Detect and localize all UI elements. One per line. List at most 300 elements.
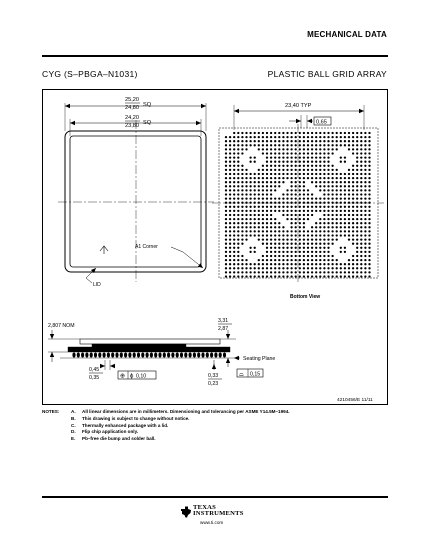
- solder-ball: [229, 275, 231, 277]
- solder-ball: [241, 267, 243, 269]
- solder-ball: [323, 148, 325, 150]
- solder-ball: [278, 238, 280, 240]
- solder-ball: [368, 156, 370, 158]
- solder-ball: [225, 238, 227, 240]
- solder-ball: [249, 275, 251, 277]
- solder-ball: [336, 132, 338, 134]
- solder-ball: [323, 222, 325, 224]
- solder-ball: [344, 206, 346, 208]
- solder-ball: [225, 251, 227, 253]
- ti-url[interactable]: www.ti.com: [200, 520, 224, 525]
- solder-ball: [254, 218, 256, 220]
- solder-ball: [315, 152, 317, 154]
- drawing-number: 4210456/E 11/11: [337, 398, 373, 403]
- solder-ball: [299, 181, 301, 183]
- solder-ball: [336, 181, 338, 183]
- solder-ball: [254, 230, 256, 232]
- solder-ball: [368, 238, 370, 240]
- solder-ball: [258, 144, 260, 146]
- solder-ball: [360, 210, 362, 212]
- side-solder-ball: [111, 352, 114, 357]
- solder-ball: [319, 136, 321, 138]
- solder-ball: [237, 226, 239, 228]
- solder-ball: [295, 169, 297, 171]
- solder-ball: [282, 173, 284, 175]
- solder-ball: [319, 230, 321, 232]
- solder-ball: [311, 206, 313, 208]
- solder-ball: [319, 197, 321, 199]
- solder-ball: [327, 177, 329, 179]
- solder-ball: [245, 275, 247, 277]
- solder-ball: [303, 255, 305, 257]
- note-text: Thermally enhanced package with a lid.: [82, 422, 169, 428]
- solder-ball: [344, 136, 346, 138]
- side-solder-ball: [128, 352, 131, 357]
- solder-ball: [364, 140, 366, 142]
- solder-ball: [315, 136, 317, 138]
- solder-ball: [352, 181, 354, 183]
- solder-ball: [229, 267, 231, 269]
- solder-ball: [233, 193, 235, 195]
- solder-ball: [295, 152, 297, 154]
- solder-ball: [233, 181, 235, 183]
- solder-ball: [233, 132, 235, 134]
- solder-ball: [319, 202, 321, 204]
- solder-ball: [352, 234, 354, 236]
- solder-ball: [249, 140, 251, 142]
- solder-ball: [270, 144, 272, 146]
- solder-ball: [315, 210, 317, 212]
- solder-ball: [340, 181, 342, 183]
- solder-ball: [352, 169, 354, 171]
- solder-ball: [229, 136, 231, 138]
- solder-ball: [282, 247, 284, 249]
- solder-ball: [352, 206, 354, 208]
- solder-ball: [299, 197, 301, 199]
- side-solder-ball: [193, 352, 196, 357]
- solder-ball: [299, 218, 301, 220]
- solder-ball: [274, 255, 276, 257]
- side-solder-ball: [103, 352, 106, 357]
- solder-ball: [286, 197, 288, 199]
- solder-ball: [307, 132, 309, 134]
- solder-ball: [274, 238, 276, 240]
- solder-ball: [262, 206, 264, 208]
- solder-ball: [270, 259, 272, 261]
- solder-ball: [327, 275, 329, 277]
- solder-ball: [274, 197, 276, 199]
- solder-ball: [315, 263, 317, 265]
- solder-ball: [331, 234, 333, 236]
- solder-ball: [352, 165, 354, 167]
- solder-ball: [229, 165, 231, 167]
- solder-ball: [278, 156, 280, 158]
- solder-ball: [356, 132, 358, 134]
- solder-ball: [225, 214, 227, 216]
- solder-ball: [241, 132, 243, 134]
- solder-ball: [266, 177, 268, 179]
- solder-ball: [307, 218, 309, 220]
- solder-ball: [340, 275, 342, 277]
- solder-ball: [233, 177, 235, 179]
- solder-ball: [241, 255, 243, 257]
- solder-ball: [348, 206, 350, 208]
- solder-ball: [266, 181, 268, 183]
- package-outline: [65, 131, 206, 272]
- solder-ball: [364, 193, 366, 195]
- solder-ball: [356, 161, 358, 163]
- solder-ball: [245, 263, 247, 265]
- solder-ball: [237, 275, 239, 277]
- solder-ball: [352, 152, 354, 154]
- solder-ball: [340, 177, 342, 179]
- solder-ball: [233, 234, 235, 236]
- solder-ball: [336, 259, 338, 261]
- solder-ball: [315, 132, 317, 134]
- solder-ball: [245, 169, 247, 171]
- solder-ball: [307, 189, 309, 191]
- solder-ball: [254, 136, 256, 138]
- solder-ball: [241, 222, 243, 224]
- solder-ball: [303, 226, 305, 228]
- solder-ball: [254, 234, 256, 236]
- solder-ball: [360, 148, 362, 150]
- solder-ball: [336, 206, 338, 208]
- solder-ball: [331, 263, 333, 265]
- solder-ball: [237, 161, 239, 163]
- solder-ball: [278, 148, 280, 150]
- solder-ball: [299, 185, 301, 187]
- solder-ball: [274, 185, 276, 187]
- solder-ball: [266, 259, 268, 261]
- solder-ball: [344, 193, 346, 195]
- solder-ball: [340, 234, 342, 236]
- solder-ball: [307, 193, 309, 195]
- solder-ball: [270, 202, 272, 204]
- solder-ball: [303, 263, 305, 265]
- position-tol-label: 0,10: [136, 373, 147, 380]
- solder-ball: [241, 263, 243, 265]
- solder-ball: [241, 275, 243, 277]
- solder-ball: [295, 210, 297, 212]
- solder-ball: [299, 238, 301, 240]
- solder-ball: [344, 185, 346, 187]
- solder-ball: [315, 173, 317, 175]
- solder-ball: [270, 161, 272, 163]
- section-title: MECHANICAL DATA: [307, 30, 387, 39]
- solder-ball: [225, 193, 227, 195]
- solder-ball: [290, 222, 292, 224]
- solder-ball: [360, 169, 362, 171]
- solder-ball: [290, 156, 292, 158]
- solder-ball: [352, 136, 354, 138]
- solder-ball: [241, 140, 243, 142]
- solder-ball: [303, 177, 305, 179]
- solder-ball: [368, 206, 370, 208]
- solder-ball: [331, 202, 333, 204]
- solder-ball: [327, 206, 329, 208]
- solder-ball: [348, 140, 350, 142]
- solder-ball: [262, 136, 264, 138]
- solder-ball: [237, 247, 239, 249]
- solder-ball: [229, 202, 231, 204]
- solder-ball: [233, 247, 235, 249]
- solder-ball: [278, 165, 280, 167]
- solder-ball: [303, 197, 305, 199]
- side-solder-ball: [223, 352, 226, 357]
- solder-ball: [241, 206, 243, 208]
- solder-ball: [315, 251, 317, 253]
- solder-ball: [336, 222, 338, 224]
- solder-ball: [237, 243, 239, 245]
- solder-ball: [266, 193, 268, 195]
- solder-ball: [303, 210, 305, 212]
- solder-ball: [352, 193, 354, 195]
- solder-ball: [254, 271, 256, 273]
- solder-ball: [360, 226, 362, 228]
- solder-ball: [270, 214, 272, 216]
- solder-ball: [364, 177, 366, 179]
- solder-ball: [340, 271, 342, 273]
- solder-ball: [364, 275, 366, 277]
- solder-ball: [331, 267, 333, 269]
- solder-ball: [295, 165, 297, 167]
- solder-ball: [290, 243, 292, 245]
- solder-ball: [352, 263, 354, 265]
- solder-ball: [237, 156, 239, 158]
- solder-ball: [360, 234, 362, 236]
- package-designator: CYG (S–PBGA–N1031): [42, 69, 138, 79]
- solder-ball: [270, 247, 272, 249]
- solder-ball: [323, 263, 325, 265]
- solder-ball: [356, 169, 358, 171]
- solder-ball: [348, 193, 350, 195]
- solder-ball: [331, 148, 333, 150]
- solder-ball: [286, 243, 288, 245]
- side-solder-ball: [184, 352, 187, 357]
- solder-ball: [348, 202, 350, 204]
- solder-ball: [360, 161, 362, 163]
- solder-ball: [368, 140, 370, 142]
- solder-ball: [303, 165, 305, 167]
- solder-ball: [327, 218, 329, 220]
- solder-ball: [233, 144, 235, 146]
- solder-ball: [254, 140, 256, 142]
- solder-ball: [368, 263, 370, 265]
- solder-ball: [254, 247, 256, 249]
- solder-ball: [368, 255, 370, 257]
- solder-ball: [266, 173, 268, 175]
- solder-ball: [282, 263, 284, 265]
- solder-ball: [303, 193, 305, 195]
- solder-ball: [327, 181, 329, 183]
- solder-ball: [368, 230, 370, 232]
- notes-label: NOTES:: [42, 409, 60, 414]
- solder-ball: [290, 210, 292, 212]
- solder-ball: [319, 255, 321, 257]
- solder-ball: [286, 189, 288, 191]
- note-text: All linear dimensions are in millimeters. Dimensioning and tolerancing per ASME Y14.5M–1994.: [82, 409, 290, 414]
- side-solder-ball: [98, 352, 101, 357]
- solder-ball: [348, 177, 350, 179]
- solder-ball: [364, 271, 366, 273]
- solder-ball: [278, 177, 280, 179]
- solder-ball: [356, 185, 358, 187]
- solder-ball: [286, 152, 288, 154]
- solder-ball: [233, 206, 235, 208]
- solder-ball: [262, 181, 264, 183]
- solder-ball: [319, 259, 321, 261]
- solder-ball: [295, 251, 297, 253]
- solder-ball: [249, 267, 251, 269]
- solder-ball: [229, 210, 231, 212]
- solder-ball: [295, 136, 297, 138]
- solder-ball: [307, 152, 309, 154]
- solder-ball: [299, 189, 301, 191]
- side-solder-ball: [154, 352, 157, 357]
- solder-ball: [241, 271, 243, 273]
- solder-ball: [352, 230, 354, 232]
- solder-ball: [368, 132, 370, 134]
- solder-ball: [237, 230, 239, 232]
- solder-ball: [270, 267, 272, 269]
- solder-ball: [290, 144, 292, 146]
- solder-ball: [303, 218, 305, 220]
- solder-ball: [360, 177, 362, 179]
- solder-ball: [356, 173, 358, 175]
- solder-ball: [241, 189, 243, 191]
- solder-ball: [229, 226, 231, 228]
- solder-ball: [237, 132, 239, 134]
- solder-ball: [315, 206, 317, 208]
- solder-ball: [307, 140, 309, 142]
- solder-ball: [307, 210, 309, 212]
- solder-ball: [241, 148, 243, 150]
- solder-ball: [360, 214, 362, 216]
- solder-ball: [315, 177, 317, 179]
- solder-ball: [315, 222, 317, 224]
- solder-ball: [237, 218, 239, 220]
- solder-ball: [258, 202, 260, 204]
- solder-ball: [249, 230, 251, 232]
- solder-ball: [352, 210, 354, 212]
- solder-ball: [290, 193, 292, 195]
- solder-ball: [336, 238, 338, 240]
- solder-ball: [303, 185, 305, 187]
- solder-ball: [286, 247, 288, 249]
- solder-ball: [360, 197, 362, 199]
- solder-ball: [254, 267, 256, 269]
- solder-ball: [364, 197, 366, 199]
- solder-ball: [262, 263, 264, 265]
- solder-ball: [348, 275, 350, 277]
- solder-ball: [225, 230, 227, 232]
- solder-ball: [286, 271, 288, 273]
- solder-ball: [225, 218, 227, 220]
- solder-ball: [295, 132, 297, 134]
- solder-ball: [327, 136, 329, 138]
- solder-ball: [282, 181, 284, 183]
- solder-ball: [364, 267, 366, 269]
- solder-ball: [340, 263, 342, 265]
- solder-ball: [278, 181, 280, 183]
- solder-ball: [336, 218, 338, 220]
- solder-ball: [323, 185, 325, 187]
- solder-ball: [315, 144, 317, 146]
- solder-ball: [266, 148, 268, 150]
- solder-ball: [266, 255, 268, 257]
- solder-ball: [249, 193, 251, 195]
- solder-ball: [303, 173, 305, 175]
- solder-ball: [303, 161, 305, 163]
- solder-ball: [299, 202, 301, 204]
- solder-ball: [299, 173, 301, 175]
- solder-ball: [327, 173, 329, 175]
- solder-ball: [278, 230, 280, 232]
- solder-ball: [225, 243, 227, 245]
- solder-ball: [360, 202, 362, 204]
- solder-ball: [331, 177, 333, 179]
- solder-ball: [356, 271, 358, 273]
- solder-ball: [229, 173, 231, 175]
- solder-ball: [331, 193, 333, 195]
- solder-ball: [323, 144, 325, 146]
- solder-ball: [344, 202, 346, 204]
- solder-ball: [237, 169, 239, 171]
- solder-ball: [364, 185, 366, 187]
- solder-ball: [258, 189, 260, 191]
- solder-ball: [241, 177, 243, 179]
- solder-ball: [241, 152, 243, 154]
- solder-ball: [225, 136, 227, 138]
- solder-ball: [295, 177, 297, 179]
- solder-ball: [274, 152, 276, 154]
- diameter-symbol: ϕ: [130, 373, 134, 380]
- solder-ball: [319, 144, 321, 146]
- solder-ball: [270, 197, 272, 199]
- solder-ball: [225, 210, 227, 212]
- side-solder-ball: [150, 352, 153, 357]
- solder-ball: [299, 132, 301, 134]
- solder-ball: [270, 263, 272, 265]
- solder-ball: [229, 193, 231, 195]
- solder-ball: [258, 271, 260, 273]
- solder-ball: [254, 173, 256, 175]
- solder-ball: [262, 152, 264, 154]
- solder-ball: [336, 169, 338, 171]
- solder-ball: [368, 251, 370, 253]
- solder-ball: [299, 152, 301, 154]
- solder-ball: [311, 271, 313, 273]
- solder-ball: [299, 161, 301, 163]
- solder-ball: [270, 238, 272, 240]
- solder-ball: [245, 230, 247, 232]
- solder-ball: [336, 189, 338, 191]
- solder-ball: [368, 222, 370, 224]
- solder-ball: [364, 144, 366, 146]
- solder-ball: [356, 181, 358, 183]
- solder-ball: [274, 210, 276, 212]
- solder-ball: [254, 263, 256, 265]
- side-solder-ball: [141, 352, 144, 357]
- note-letter: D.: [71, 429, 76, 435]
- solder-ball: [315, 230, 317, 232]
- solder-ball: [336, 173, 338, 175]
- solder-ball: [356, 140, 358, 142]
- solder-ball: [307, 251, 309, 253]
- solder-ball: [237, 165, 239, 167]
- solder-ball: [340, 218, 342, 220]
